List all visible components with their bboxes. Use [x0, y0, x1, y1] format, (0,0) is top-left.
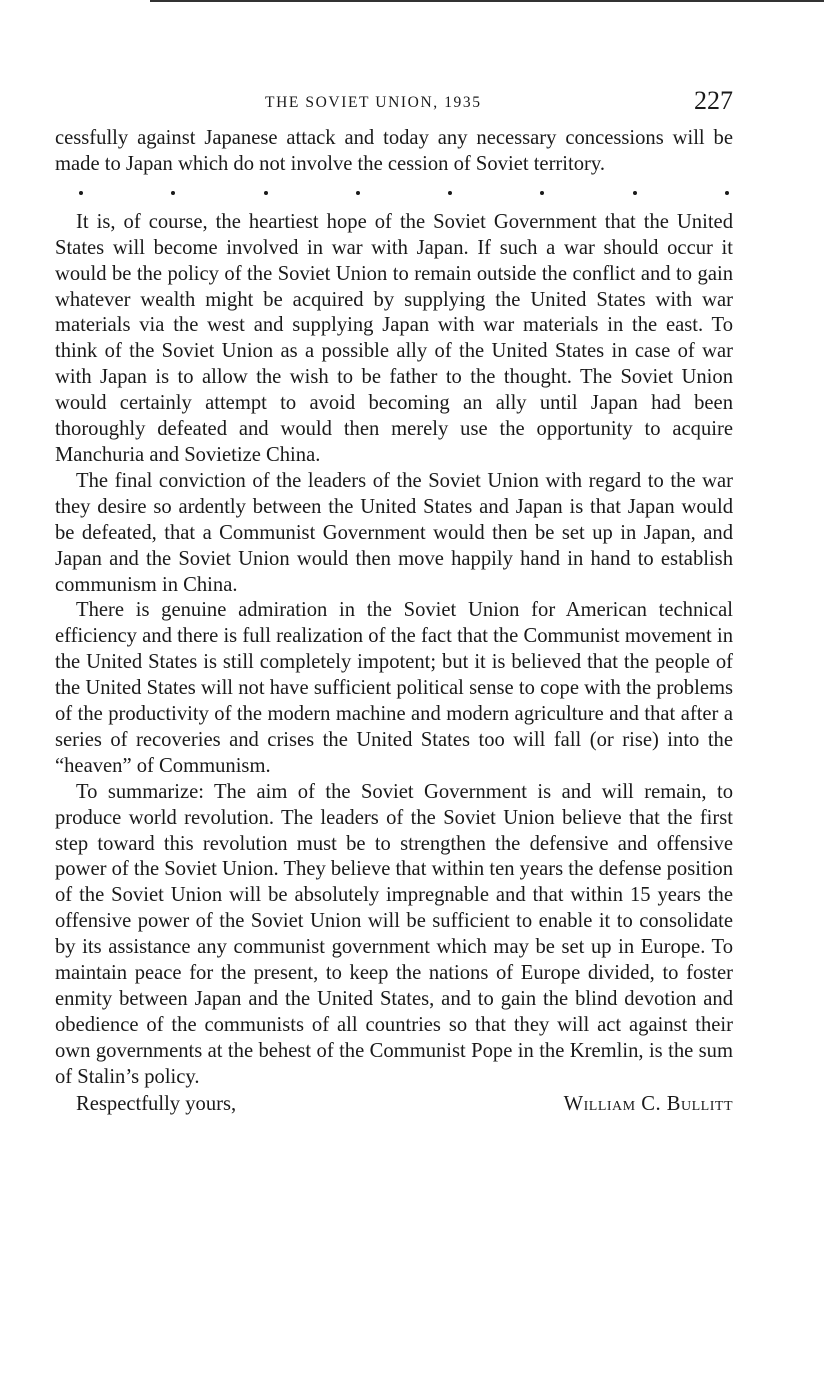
ellipsis-dot [79, 191, 83, 195]
running-head [55, 86, 733, 126]
page-number: 227 [694, 86, 733, 115]
paragraph: It is, of course, the heartiest hope of the Soviet Government that the United States will become involved in war with Japan. If such a war should occur it would be the policy of the Soviet Union to remain outside the conflict and to gain whatever wealth might be acquired by supplying the United States with war materials via the west and supplying Japan with war materials in the east. To think of the Soviet Union as a possible ally of the United States in case of war with Japan is to allow the wish to be father to the thought. The Soviet Union would certainly attempt to avoid becoming an ally until Japan had been thoroughly defeated and would then merely use the opportunity to acquire Manchuria and Sovietize China. [55, 210, 733, 466]
ellipsis-dot [356, 191, 360, 195]
top-edge-rule [150, 0, 824, 2]
ellipsis-dot [171, 191, 175, 195]
body-text [55, 126, 733, 1091]
ellipsis-dot [264, 191, 268, 195]
ellipsis-dot [448, 191, 452, 195]
ellipsis-dot [725, 191, 729, 195]
signature: William C. Bullitt [563, 1092, 733, 1115]
continuation-paragraph: cessfully against Japanese attack and today any necessary concessions will be made to Japan which do not involve the cession of Soviet territory. [55, 127, 733, 175]
paragraph: There is genuine admiration in the Soviet Union for American technical efficiency and there is full realization of the fact that the Communist movement in the United States is still completely impotent; but it is believed that the people of the United States will not have sufficient political sense to cope with the problems of the productivity of the modern machine and modern agriculture and that after a series of recoveries and crises the United States too will fall (or rise) into the “heaven” of Communism. [55, 599, 733, 777]
salutation: Respectfully yours, [76, 1092, 237, 1115]
paragraph: The final conviction of the leaders of the Soviet Union with regard to the war they desire so ardently between the United States and Japan is that Japan would be defeated, that a Communist Government would then be set up in Japan, and Japan and the Soviet Union would then move happily hand in hand to establish communism in China. [55, 469, 733, 596]
paragraph: To summarize: The aim of the Soviet Government is and will remain, to produce world revolution. The leaders of the Soviet Union believe that the first step toward this revolution must be to strengthen the defensive and offensive power of the Soviet Union. They believe that within ten years the defense position of the Soviet Union will be absolutely impregnable and that within 15 years the offensive power of the Soviet Union will be sufficient to enable it to consolidate by its assistance any communist government which may be set up in Europe. To maintain peace for the present, to keep the nations of Europe divided, to foster enmity between Japan and the United States, and to gain the blind devotion and obedience of the communists of all countries so that they will act against their own governments at the behest of the Communist Pope in the Kremlin, is the sum of Stalin’s policy. [55, 780, 733, 1088]
closing [55, 1091, 733, 1117]
document-page [55, 86, 733, 1117]
ellipsis-dot [633, 191, 637, 195]
ellipsis-separator [55, 178, 733, 208]
ellipsis-dot [540, 191, 544, 195]
running-title: THE SOVIET UNION, 1935 [265, 94, 482, 111]
